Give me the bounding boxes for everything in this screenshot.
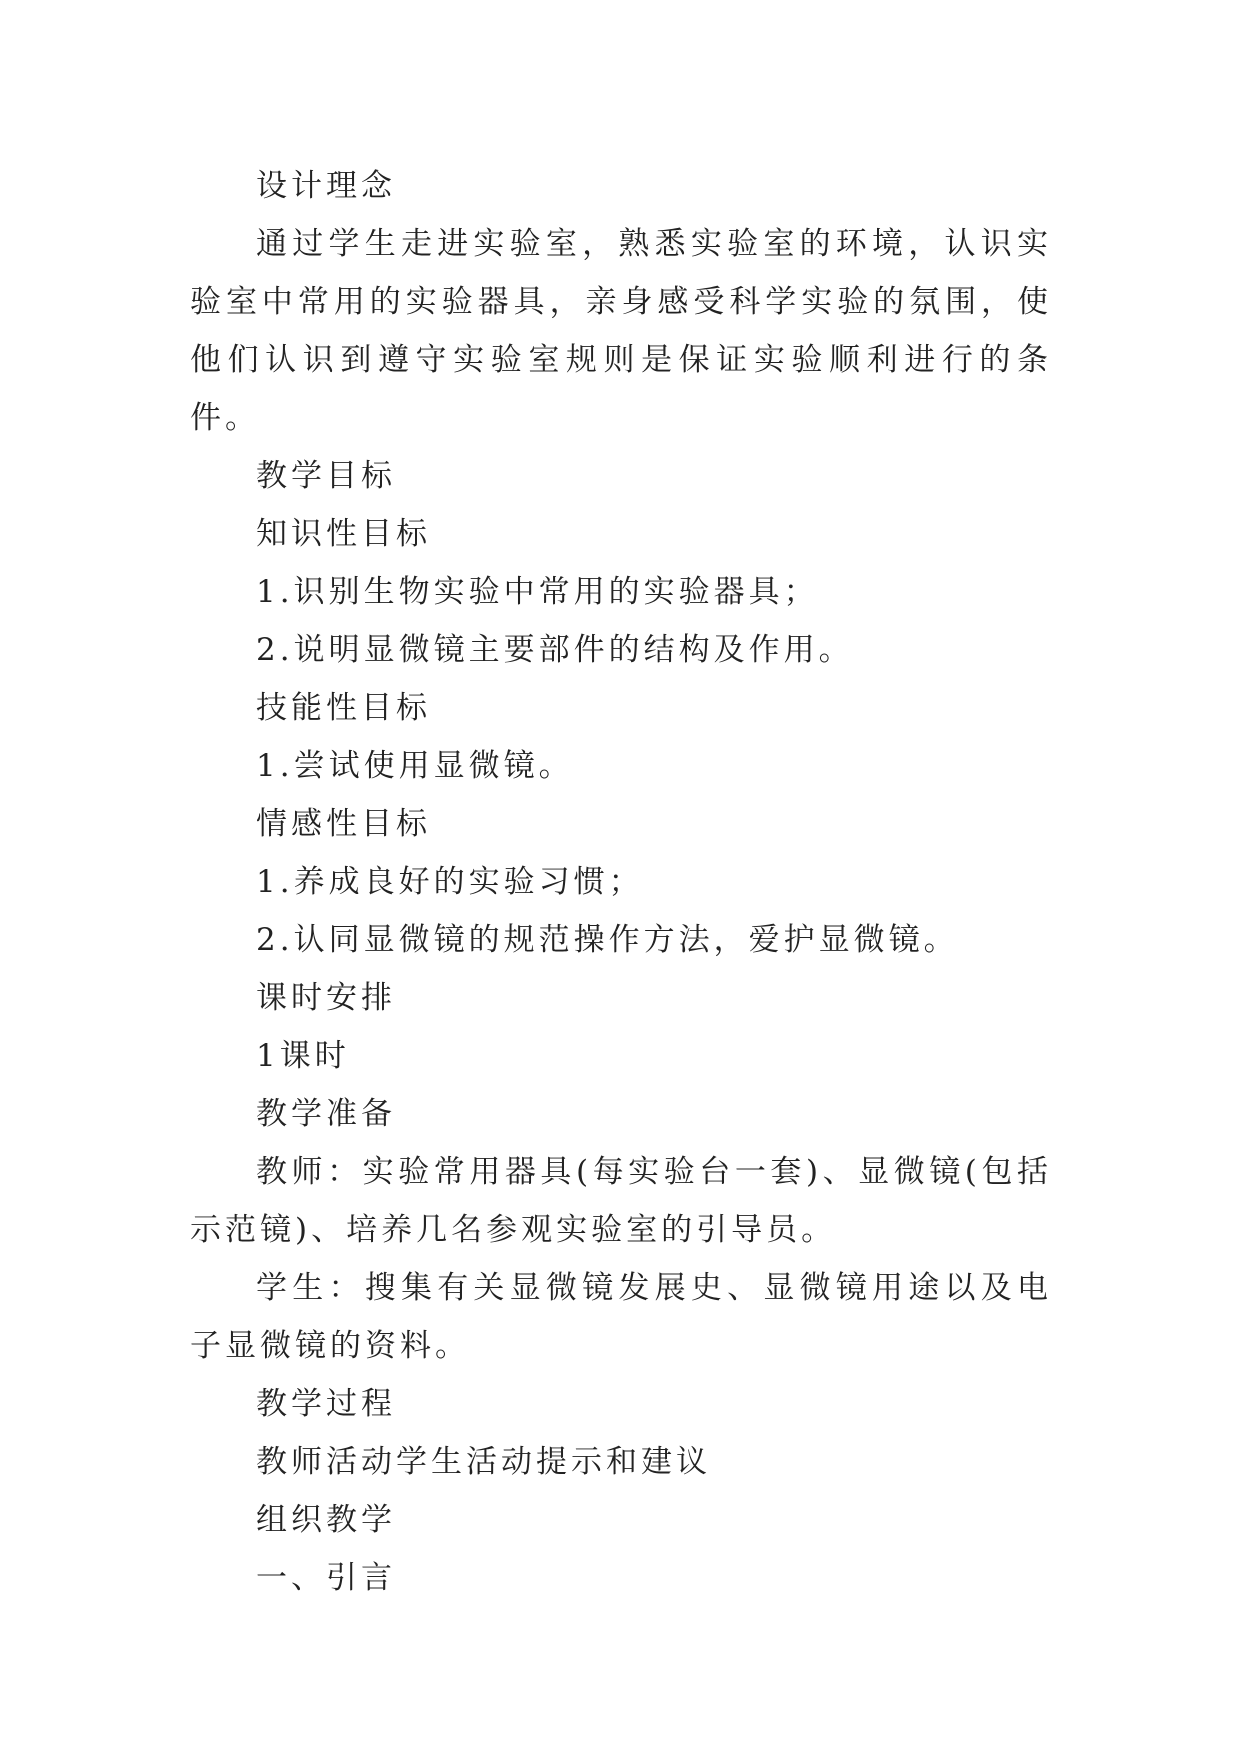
paragraph-teacher-preparation: 教师：实验常用器具(每实验台一套)、显微镜(包括示范镜)、培养几名参观实验室的引导员。 bbox=[190, 1154, 1052, 1248]
list-item: 1.尝试使用显微镜。 bbox=[256, 748, 574, 784]
list-item: 2.认同显微镜的规范操作方法，爱护显微镜。 bbox=[256, 922, 959, 958]
list-item: 1.养成良好的实验习惯； bbox=[256, 864, 644, 900]
paragraph-student-preparation: 学生：搜集有关显微镜发展史、显微镜用途以及电子显微镜的资料。 bbox=[190, 1270, 1052, 1364]
document-body bbox=[190, 157, 1052, 1607]
heading-teaching-process: 教学过程 bbox=[256, 1386, 396, 1422]
heading-organize-teaching: 组织教学 bbox=[256, 1502, 396, 1538]
heading-introduction: 一、引言 bbox=[256, 1560, 396, 1596]
heading-design-concept: 设计理念 bbox=[256, 168, 396, 204]
heading-teaching-goals: 教学目标 bbox=[256, 458, 396, 494]
heading-skill-goals: 技能性目标 bbox=[256, 690, 431, 726]
paragraph-activity-columns: 教师活动学生活动提示和建议 bbox=[256, 1444, 711, 1480]
list-item: 2.说明显微镜主要部件的结构及作用。 bbox=[256, 632, 854, 668]
heading-preparation: 教学准备 bbox=[256, 1096, 396, 1132]
heading-knowledge-goals: 知识性目标 bbox=[256, 516, 431, 552]
paragraph-schedule: 1课时 bbox=[256, 1038, 350, 1074]
list-item: 1.识别生物实验中常用的实验器具； bbox=[256, 574, 819, 610]
paragraph-design-concept: 通过学生走进实验室，熟悉实验室的环境，认识实验室中常用的实验器具，亲身感受科学实验的氛围，使他们认识到遵守实验室规则是保证实验顺利进行的条件。 bbox=[190, 226, 1052, 436]
heading-emotional-goals: 情感性目标 bbox=[256, 806, 431, 842]
heading-schedule: 课时安排 bbox=[256, 980, 396, 1016]
